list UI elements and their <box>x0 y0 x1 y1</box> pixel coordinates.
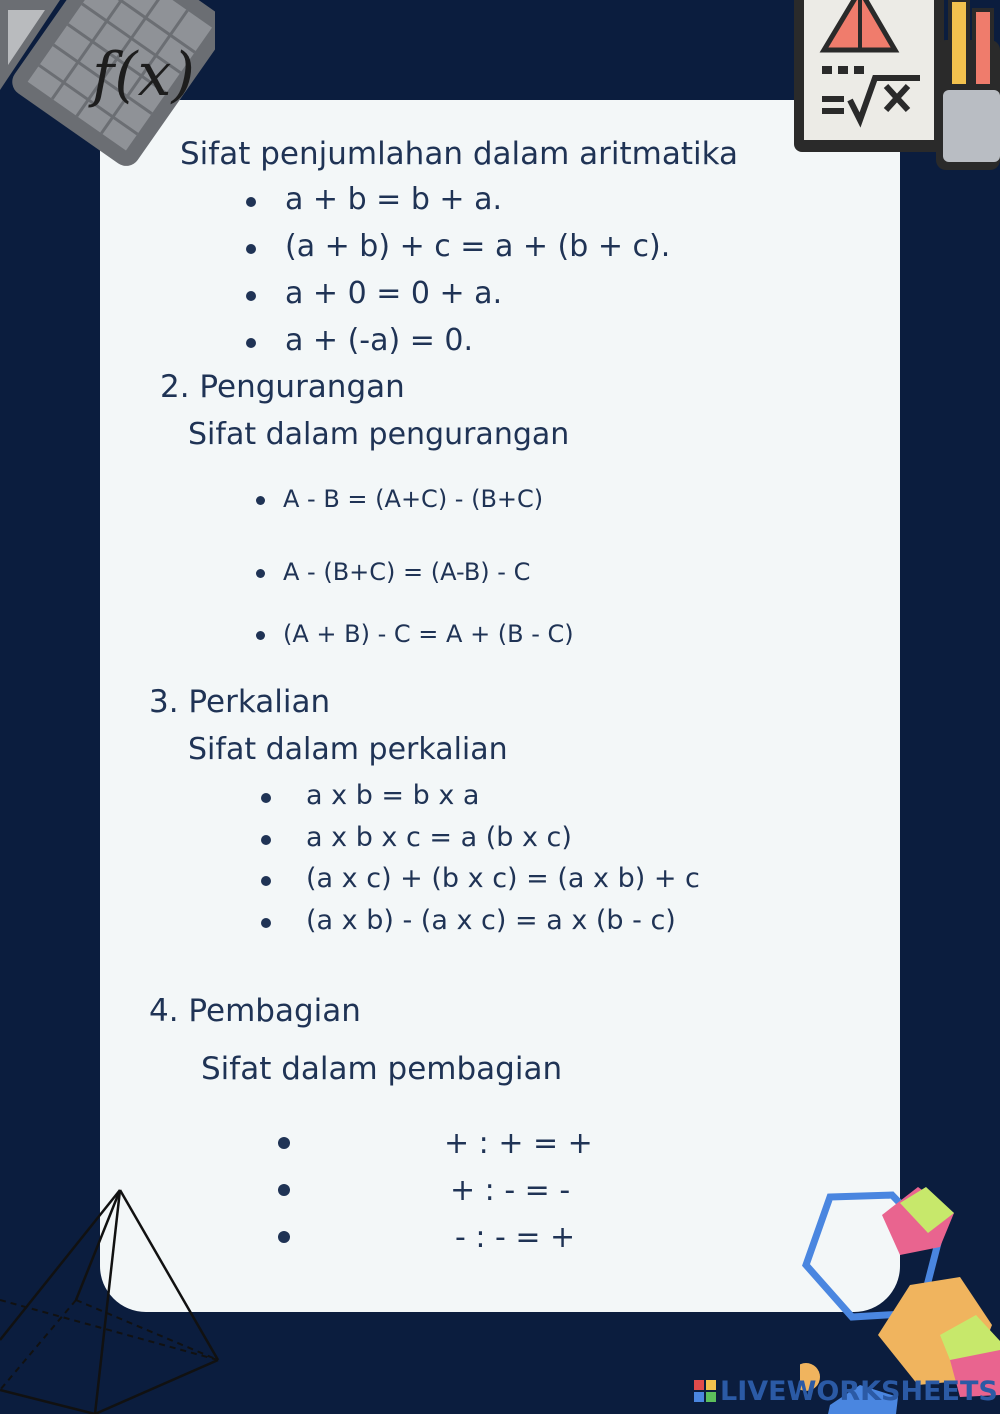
pyramid-wireframe-icon <box>0 1180 230 1414</box>
division-subtitle: Sifat dalam pembagian <box>201 1051 563 1087</box>
bullet <box>261 793 271 803</box>
bullet <box>246 244 256 254</box>
multiplication-item: a x b x c = a (b x c) <box>306 822 572 853</box>
subtraction-item: A - B = (A+C) - (B+C) <box>283 485 544 513</box>
subtraction-item: (A + B) - C = A + (B - C) <box>283 620 574 648</box>
bullet <box>278 1231 290 1243</box>
liveworksheets-logo-icon <box>694 1380 716 1402</box>
multiplication-item: (a x c) + (b x c) = (a x b) + c <box>306 863 700 894</box>
division-item: - : - = + <box>455 1220 576 1255</box>
bullet <box>246 291 256 301</box>
addition-subtitle: Sifat penjumlahan dalam aritmatika <box>180 136 739 172</box>
bullet <box>256 569 265 578</box>
addition-item: (a + b) + c = a + (b + c). <box>285 229 671 264</box>
multiplication-item: (a x b) - (a x c) = a x (b - c) <box>306 905 676 936</box>
bullet <box>278 1184 290 1196</box>
addition-item: a + (-a) = 0. <box>285 323 474 358</box>
addition-item: a + 0 = 0 + a. <box>285 276 503 311</box>
bullet <box>256 631 265 640</box>
bullet <box>246 197 256 207</box>
bullet <box>261 835 271 845</box>
division-item: + : - = - <box>450 1173 571 1208</box>
bullet <box>278 1137 290 1149</box>
fx-label: f(x) <box>92 40 195 110</box>
multiplication-subtitle: Sifat dalam perkalian <box>188 732 508 767</box>
subtraction-item: A - (B+C) = (A-B) - C <box>283 558 531 586</box>
addition-item: a + b = b + a. <box>285 182 503 217</box>
bullet <box>261 918 271 928</box>
division-item: + : + = + <box>444 1126 593 1161</box>
bullet <box>261 876 271 886</box>
bullet <box>256 496 265 505</box>
math-board-icon <box>790 0 1000 172</box>
subtraction-subtitle: Sifat dalam pengurangan <box>188 417 570 452</box>
watermark-text: LIVEWORKSHEETS <box>720 1376 998 1407</box>
division-heading: 4. Pembagian <box>149 993 361 1029</box>
bullet <box>246 338 256 348</box>
multiplication-heading: 3. Perkalian <box>149 684 331 720</box>
multiplication-item: a x b = b x a <box>306 780 480 811</box>
subtraction-heading: 2. Pengurangan <box>160 369 405 405</box>
